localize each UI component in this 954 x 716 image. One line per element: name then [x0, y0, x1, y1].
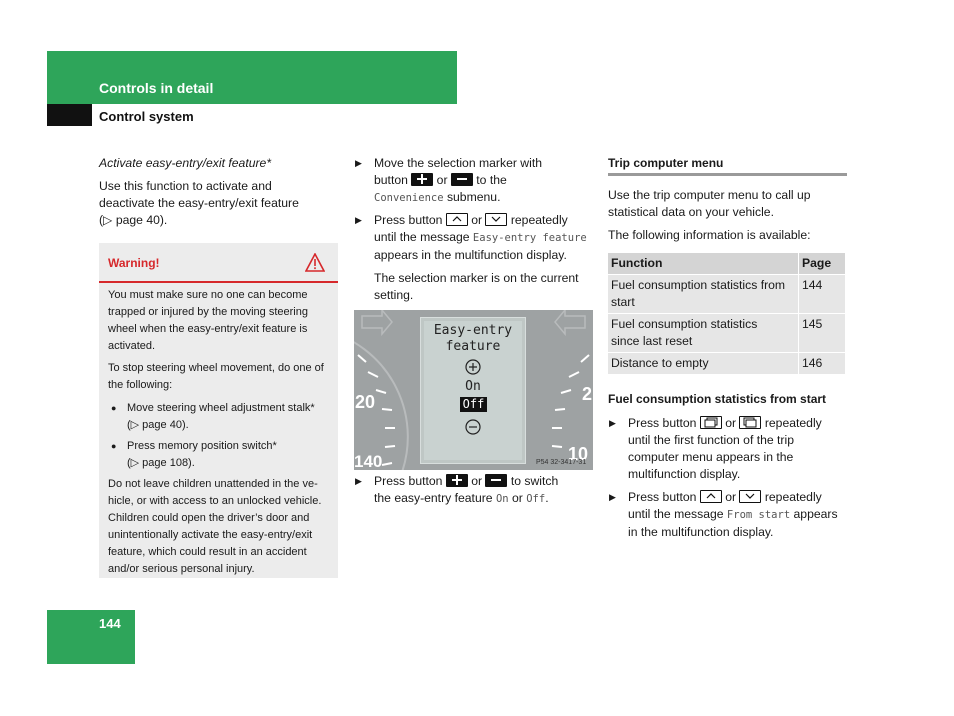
text-line: Fuel consumption statistics — [611, 317, 758, 331]
text: until the message — [374, 230, 470, 244]
text: or — [725, 416, 737, 430]
option-on: On — [495, 493, 509, 505]
text-line: start — [611, 295, 635, 309]
warning-para-3 — [108, 476, 334, 578]
warning-body — [108, 287, 334, 578]
step-arrow-icon: ▶ — [355, 158, 362, 168]
text: or — [436, 173, 448, 187]
step-arrow-icon: ▶ — [609, 492, 616, 502]
text: until the message — [628, 507, 724, 521]
text: . — [545, 491, 549, 505]
text-line: the following: — [108, 379, 173, 391]
warning-title: Warning! — [108, 256, 160, 270]
step-arrow-icon: ▶ — [355, 215, 362, 225]
col3-step-2 — [609, 489, 849, 541]
display-option-on: On — [465, 379, 481, 394]
table-header-function: Function — [608, 253, 799, 275]
down-arrow-button-icon — [485, 213, 507, 226]
gauge-number-140: 140 — [354, 452, 383, 470]
function-table — [607, 252, 846, 375]
warning-para-1 — [108, 287, 334, 355]
text: Press button — [628, 490, 697, 504]
text-line: Use the trip computer menu to call up — [608, 188, 811, 202]
table-header — [608, 253, 846, 275]
col3-heading-rule — [608, 173, 847, 176]
gauge-number-10: 10 — [568, 444, 589, 464]
text: or — [725, 490, 737, 504]
page-number: 144 — [99, 616, 121, 631]
text: Press button — [374, 213, 443, 227]
text: Press button — [374, 474, 443, 488]
table-header-page: Page — [799, 253, 846, 275]
text-line: in the multifunction display. — [628, 525, 774, 539]
table-cell-page: 145 — [799, 314, 846, 353]
text-line: (▷ page 108). — [127, 457, 195, 469]
text: appears — [793, 507, 838, 521]
col3-step-1 — [609, 415, 849, 483]
text: button — [374, 173, 408, 187]
text-line: computer menu appears in the — [628, 450, 794, 464]
text: the easy-entry feature — [374, 491, 493, 505]
display-message: From start — [726, 509, 791, 521]
text-line: activated. — [108, 340, 156, 352]
menu-name: Convenience — [374, 192, 444, 204]
col1-intro — [99, 178, 299, 229]
option-off: Off — [526, 493, 546, 505]
text: Press button — [628, 416, 697, 430]
gauge-number-2: 2 — [582, 384, 593, 404]
text-line: wheel when the easy-entry/exit feature is — [108, 323, 308, 335]
text-line: feature, which could result in an accident — [108, 546, 307, 558]
warning-para-2 — [108, 360, 334, 394]
header-band — [47, 51, 457, 104]
text-line: The selection marker is on the current — [374, 271, 579, 285]
col2-step-3 — [355, 473, 595, 508]
text-line: Do not leave children unattended in the ve- — [108, 478, 318, 490]
col2-step-1 — [355, 155, 595, 207]
text: or — [471, 213, 483, 227]
minus-button-icon — [485, 474, 507, 487]
text-line: Press memory position switch* — [127, 440, 277, 452]
table-cell-page: 146 — [799, 353, 846, 375]
bullet-icon: ● — [111, 403, 117, 413]
gauge-number-20: 20 — [355, 392, 376, 412]
text: submenu. — [446, 190, 501, 204]
down-arrow-button-icon — [739, 490, 761, 503]
section-title: Controls in detail — [99, 80, 214, 96]
bullet-icon: ● — [111, 441, 117, 451]
text-line: You must make sure no one can become — [108, 289, 308, 301]
table-cell-function — [608, 314, 799, 353]
text-line: Use this function to activate and — [99, 179, 272, 193]
figure-id: P54 32-3417-31 — [536, 459, 587, 466]
multifunction-display-figure — [354, 310, 593, 470]
warning-bullet-1 — [108, 400, 334, 434]
plus-button-icon — [446, 474, 468, 487]
step-arrow-icon: ▶ — [355, 476, 362, 486]
text: or — [471, 474, 483, 488]
col2-step-2 — [355, 212, 595, 264]
up-arrow-button-icon — [446, 213, 468, 226]
text: appears in the multifunction display. — [374, 248, 567, 262]
text: repeatedly — [764, 416, 822, 430]
text-line: To stop steering wheel movement, do one of — [108, 362, 324, 374]
table-cell-page: 144 — [799, 275, 846, 314]
text: or — [512, 491, 523, 505]
col3-heading: Trip computer menu — [608, 156, 724, 170]
col3-sub-heading: Fuel consumption statistics from start — [608, 392, 827, 406]
minus-circle-icon — [465, 419, 481, 435]
text-line: until the first function of the trip — [628, 433, 794, 447]
display-title-1: Easy-entry — [433, 323, 513, 338]
text-line: multifunction display. — [628, 467, 741, 481]
table-row — [608, 314, 846, 353]
display-option-off-selected: Off — [460, 397, 487, 412]
text-line: since last reset — [611, 334, 693, 348]
table-row — [608, 353, 846, 375]
step-arrow-icon: ▶ — [609, 418, 616, 428]
page-back-button-icon — [739, 416, 761, 429]
text-line: (▷ page 40). — [99, 213, 168, 227]
display-screen — [420, 317, 526, 464]
table-cell-function — [608, 275, 799, 314]
table-row — [608, 275, 846, 314]
text-line: and/or serious personal injury. — [108, 563, 255, 575]
page-forward-button-icon — [700, 416, 722, 429]
text-line: unintentionally activate the easy-entry/exit — [108, 529, 313, 541]
page-number-box — [47, 610, 135, 664]
text: to the — [476, 173, 507, 187]
warning-triangle-icon — [305, 253, 325, 272]
text-line: Distance to empty — [611, 356, 709, 370]
header-black-tab — [47, 104, 92, 126]
up-arrow-button-icon — [700, 490, 722, 503]
col2-note — [374, 270, 579, 304]
text-line: trapped or injured by the moving steering — [108, 306, 308, 318]
text-line: (▷ page 40). — [127, 419, 189, 431]
text-line: Fuel consumption statistics from — [611, 278, 786, 292]
text-line: setting. — [374, 288, 414, 302]
plus-circle-icon — [465, 359, 481, 375]
warning-box — [99, 243, 338, 578]
text: Move the selection marker with — [374, 156, 542, 170]
table-cell-function — [608, 353, 799, 375]
text-line: statistical data on your vehicle. — [608, 205, 774, 219]
text-line: Move steering wheel adjustment stalk* — [127, 402, 315, 414]
warning-divider — [99, 281, 338, 283]
text: repeatedly — [764, 490, 822, 504]
text-line: Children could open the driver’s door and — [108, 512, 310, 524]
warning-bullet-2 — [108, 438, 334, 472]
col3-intro — [608, 187, 811, 221]
minus-button-icon — [451, 173, 473, 186]
plus-button-icon — [411, 173, 433, 186]
col3-available: The following information is available: — [608, 228, 811, 242]
col1-heading: Activate easy-entry/exit feature* — [99, 156, 272, 170]
display-message: Easy-entry feature — [472, 232, 587, 244]
subsection-title: Control system — [99, 109, 194, 124]
text-line: deactivate the easy-entry/exit feature — [99, 196, 299, 210]
text: repeatedly — [510, 213, 568, 227]
display-title-2: feature — [445, 339, 501, 354]
text-line: hicle, or with access to an unlocked vehicle. — [108, 495, 322, 507]
text: to switch — [510, 474, 559, 488]
trip-table — [607, 252, 846, 375]
